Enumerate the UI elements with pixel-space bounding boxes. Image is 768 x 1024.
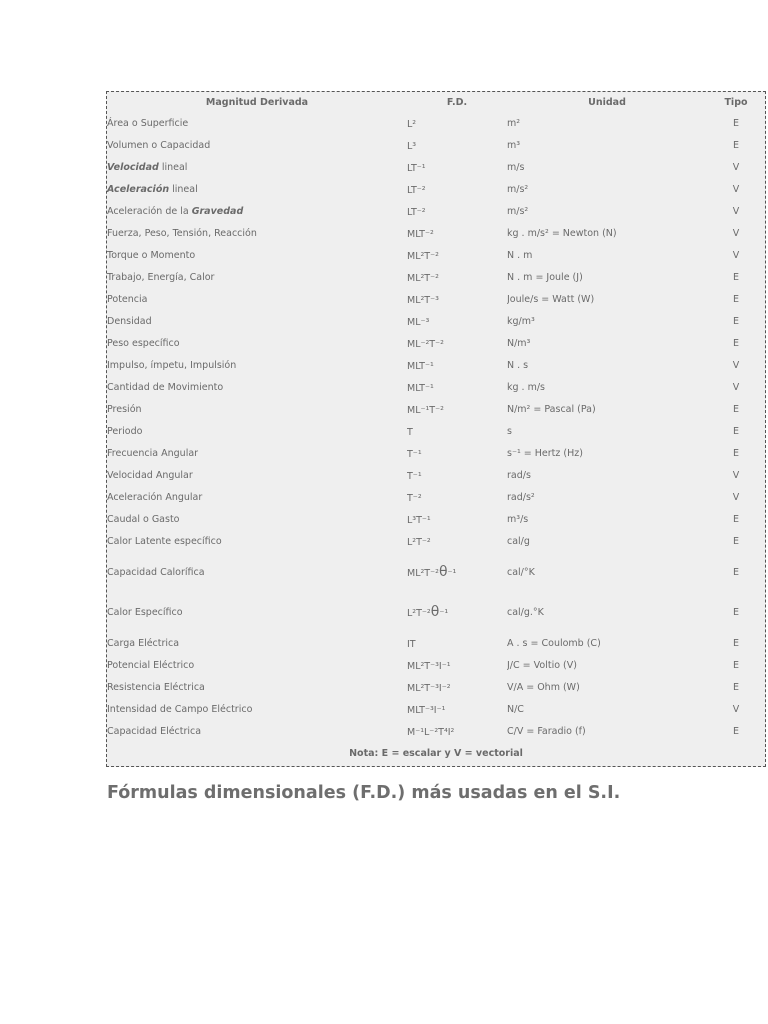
table-row (107, 698, 765, 720)
magnitud-text: Calor Específico (107, 606, 183, 618)
cell-unidad: V/A = Ohm (W) (507, 681, 580, 693)
cell-magnitud (107, 112, 407, 134)
magnitud-text: Capacidad Calorífica (107, 566, 205, 578)
cell-tipo: E (732, 535, 739, 547)
header-magnitud: Magnitud Derivada (205, 96, 309, 108)
table-row (107, 244, 765, 266)
cell-magnitud (107, 288, 407, 310)
fd-formula: L²T⁻² (407, 608, 431, 619)
cell-fd (407, 266, 507, 288)
cell-unidad: cal/g (507, 535, 530, 547)
cell-fd (407, 442, 507, 464)
table-row (107, 442, 765, 464)
magnitud-text: Periodo (107, 425, 143, 437)
magnitud-text: lineal (158, 161, 188, 173)
magnitud-text-emphasis: Velocidad (107, 161, 159, 173)
cell-fd (407, 698, 507, 720)
fd-formula: L² (407, 119, 417, 130)
cell-fd (407, 676, 507, 698)
cell-unidad: rad/s (507, 469, 531, 481)
cell-magnitud (107, 354, 407, 376)
cell-tipo: E (732, 566, 739, 578)
cell-tipo: E (732, 403, 739, 415)
magnitud-text-pre: Aceleración de la (107, 205, 192, 217)
fd-formula: LT⁻¹ (407, 163, 426, 174)
magnitud-text: Capacidad Eléctrica (107, 725, 202, 737)
table-row (107, 200, 765, 222)
cell-tipo: E (732, 637, 739, 649)
cell-fd (407, 310, 507, 332)
cell-magnitud (107, 156, 407, 178)
cell-unidad: m³ (507, 139, 521, 151)
header-tipo: Tipo (724, 96, 748, 108)
table-row (107, 530, 765, 552)
fd-formula: T (407, 427, 413, 438)
fd-theta-exponent: ⁻¹ (439, 608, 449, 619)
magnitud-text: Frecuencia Angular (107, 447, 199, 459)
magnitud-text: Aceleración Angular (107, 491, 203, 503)
cell-magnitud (107, 508, 407, 530)
cell-fd (407, 200, 507, 222)
table-row (107, 486, 765, 508)
table-row (107, 632, 765, 654)
cell-tipo: E (732, 659, 739, 671)
table-note-row (107, 742, 765, 764)
fd-formula: MLT⁻¹ (407, 361, 434, 372)
cell-unidad: N . s (507, 359, 529, 371)
cell-tipo: E (732, 293, 739, 305)
cell-tipo: E (732, 725, 739, 737)
cell-tipo: E (732, 315, 739, 327)
cell-fd (407, 632, 507, 654)
cell-tipo: E (732, 425, 739, 437)
cell-fd (407, 398, 507, 420)
cell-fd (407, 156, 507, 178)
cell-tipo: V (732, 161, 740, 173)
fd-theta-symbol: θ (438, 564, 448, 580)
cell-tipo: E (732, 681, 739, 693)
magnitud-text: Cantidad de Movimiento (107, 381, 224, 393)
cell-magnitud (107, 592, 407, 632)
cell-unidad: rad/s² (507, 491, 535, 503)
magnitud-text-emphasis: Gravedad (191, 205, 244, 217)
cell-unidad: N . m = Joule (J) (507, 271, 583, 283)
table-note: Nota: E = escalar y V = vectorial (349, 747, 523, 759)
magnitud-text: Velocidad Angular (107, 469, 193, 481)
fd-formula: ML²T⁻² (407, 251, 439, 262)
magnitud-text: Trabajo, Energía, Calor (107, 271, 215, 283)
cell-magnitud (107, 464, 407, 486)
fd-formula: ML⁻²T⁻² (407, 339, 444, 350)
table-row (107, 720, 765, 742)
figure-caption: Fórmulas dimensionales (F.D.) más usadas en el S.I. (107, 783, 621, 803)
cell-magnitud (107, 486, 407, 508)
table-row (107, 266, 765, 288)
table-row (107, 112, 765, 134)
magnitud-text: Impulso, ímpetu, Impulsión (107, 359, 237, 371)
fd-formula: L²T⁻² (407, 537, 431, 548)
fd-formula: ML²T⁻³I⁻¹ (407, 661, 451, 672)
cell-unidad: kg . m/s (507, 381, 545, 393)
fd-formula: MLT⁻² (407, 229, 434, 240)
cell-fd (407, 112, 507, 134)
cell-magnitud (107, 266, 407, 288)
cell-magnitud (107, 442, 407, 464)
cell-fd (407, 332, 507, 354)
magnitud-text: Fuerza, Peso, Tensión, Reacción (107, 227, 257, 239)
magnitud-text: Potencial Eléctrico (107, 659, 195, 671)
magnitud-text: Intensidad de Campo Eléctrico (107, 703, 253, 715)
table-row (107, 592, 765, 632)
cell-unidad: kg . m/s² = Newton (N) (507, 227, 617, 239)
table-row (107, 332, 765, 354)
table-row (107, 398, 765, 420)
fd-formula: LT⁻² (407, 207, 426, 218)
fd-formula: L³ (407, 141, 417, 152)
cell-unidad: Joule/s = Watt (W) (507, 293, 595, 305)
cell-unidad: N/m³ (507, 337, 531, 349)
cell-magnitud (107, 552, 407, 592)
table-row (107, 134, 765, 156)
cell-unidad: A . s = Coulomb (C) (507, 637, 601, 649)
cell-fd (407, 354, 507, 376)
cell-unidad: s⁻¹ = Hertz (Hz) (507, 447, 583, 459)
cell-tipo: E (732, 117, 739, 129)
cell-tipo: E (732, 271, 739, 283)
cell-fd (407, 288, 507, 310)
table-row (107, 420, 765, 442)
cell-fd (407, 178, 507, 200)
cell-unidad: N/m² = Pascal (Pa) (507, 403, 596, 415)
header-unidad: Unidad (588, 96, 626, 108)
fd-theta-exponent: ⁻¹ (447, 568, 457, 579)
cell-tipo: E (732, 513, 739, 525)
cell-unidad: m/s² (507, 183, 529, 195)
cell-magnitud (107, 698, 407, 720)
fd-formula: ML²T⁻² (407, 273, 439, 284)
cell-fd (407, 486, 507, 508)
dimensional-formulas-table-box (106, 91, 766, 767)
table-row (107, 464, 765, 486)
fd-formula: ML²T⁻³I⁻² (407, 683, 451, 694)
cell-magnitud (107, 632, 407, 654)
cell-magnitud (107, 222, 407, 244)
magnitud-text: Calor Latente específico (107, 535, 222, 547)
cell-fd (407, 530, 507, 552)
cell-magnitud (107, 178, 407, 200)
table-row (107, 178, 765, 200)
cell-tipo: V (732, 227, 740, 239)
cell-unidad: J/C = Voltio (V) (507, 659, 577, 671)
cell-magnitud (107, 200, 407, 222)
cell-tipo: V (732, 249, 740, 261)
table-row (107, 156, 765, 178)
fd-formula: ML²T⁻³ (407, 295, 439, 306)
magnitud-text: Resistencia Eléctrica (107, 681, 205, 693)
cell-fd (407, 420, 507, 442)
cell-unidad: m/s² (507, 205, 529, 217)
cell-tipo: V (732, 703, 740, 715)
cell-magnitud (107, 720, 407, 742)
cell-magnitud (107, 676, 407, 698)
cell-fd (407, 222, 507, 244)
table-row (107, 310, 765, 332)
cell-unidad: cal/g.°K (507, 606, 544, 618)
cell-tipo: V (732, 183, 740, 195)
cell-tipo: V (732, 205, 740, 217)
fd-formula: T⁻¹ (407, 449, 422, 460)
fd-formula: ML²T⁻² (407, 568, 439, 579)
table-row (107, 552, 765, 592)
cell-tipo: V (732, 469, 740, 481)
table-row (107, 288, 765, 310)
cell-fd (407, 592, 507, 632)
table-row (107, 508, 765, 530)
magnitud-text: Caudal o Gasto (107, 513, 180, 525)
table-row (107, 222, 765, 244)
cell-fd (407, 720, 507, 742)
table-body (107, 112, 765, 742)
fd-formula: IT (407, 639, 416, 650)
magnitud-text: lineal (169, 183, 198, 195)
cell-tipo: V (732, 381, 740, 393)
fd-formula: L³T⁻¹ (407, 515, 431, 526)
cell-unidad: kg/m³ (507, 315, 535, 327)
cell-unidad: m² (507, 117, 521, 129)
cell-unidad: N/C (507, 703, 524, 715)
cell-tipo: E (732, 606, 739, 618)
fd-formula: ML⁻¹T⁻² (407, 405, 444, 416)
cell-unidad: C/V = Faradio (f) (507, 725, 586, 737)
magnitud-text: Volumen o Capacidad (107, 139, 211, 151)
fd-formula: MLT⁻¹ (407, 383, 434, 394)
fd-formula: MLT⁻³I⁻¹ (407, 705, 446, 716)
cell-magnitud (107, 530, 407, 552)
magnitud-text: Densidad (107, 315, 152, 327)
magnitud-text: Carga Eléctrica (107, 637, 180, 649)
cell-magnitud (107, 654, 407, 676)
table-row (107, 354, 765, 376)
fd-theta-symbol: θ (430, 604, 440, 620)
cell-unidad: m/s (507, 161, 525, 173)
dimensional-formulas-table (107, 92, 765, 764)
cell-fd (407, 464, 507, 486)
cell-tipo: V (732, 491, 740, 503)
cell-unidad: N . m (507, 249, 533, 261)
cell-magnitud (107, 398, 407, 420)
table-row (107, 676, 765, 698)
header-fd: F.D. (446, 96, 468, 108)
cell-fd (407, 376, 507, 398)
magnitud-text: Potencia (107, 293, 148, 305)
table-row (107, 654, 765, 676)
magnitud-text: Presión (107, 403, 142, 415)
cell-fd (407, 508, 507, 530)
cell-magnitud (107, 332, 407, 354)
cell-tipo: E (732, 139, 739, 151)
magnitud-text: Torque o Momento (107, 249, 196, 261)
cell-magnitud (107, 134, 407, 156)
cell-unidad: m³/s (507, 513, 529, 525)
cell-tipo: V (732, 359, 740, 371)
magnitud-text-emphasis: Aceleración (107, 183, 170, 195)
fd-formula: ML⁻³ (407, 317, 430, 328)
cell-tipo: E (732, 337, 739, 349)
magnitud-text: Área o Superficie (107, 117, 189, 129)
cell-fd (407, 552, 507, 592)
magnitud-text: Peso específico (107, 337, 180, 349)
cell-magnitud (107, 244, 407, 266)
fd-formula: T⁻² (407, 493, 422, 504)
cell-tipo: E (732, 447, 739, 459)
cell-unidad: cal/°K (507, 566, 535, 578)
cell-magnitud (107, 376, 407, 398)
cell-magnitud (107, 310, 407, 332)
cell-magnitud (107, 420, 407, 442)
fd-formula: LT⁻² (407, 185, 426, 196)
cell-unidad: s (507, 425, 512, 437)
fd-formula: T⁻¹ (407, 471, 422, 482)
cell-fd (407, 654, 507, 676)
cell-fd (407, 244, 507, 266)
cell-fd (407, 134, 507, 156)
fd-formula: M⁻¹L⁻²T⁴I² (407, 727, 455, 738)
table-row (107, 376, 765, 398)
table-header-row (107, 92, 765, 112)
